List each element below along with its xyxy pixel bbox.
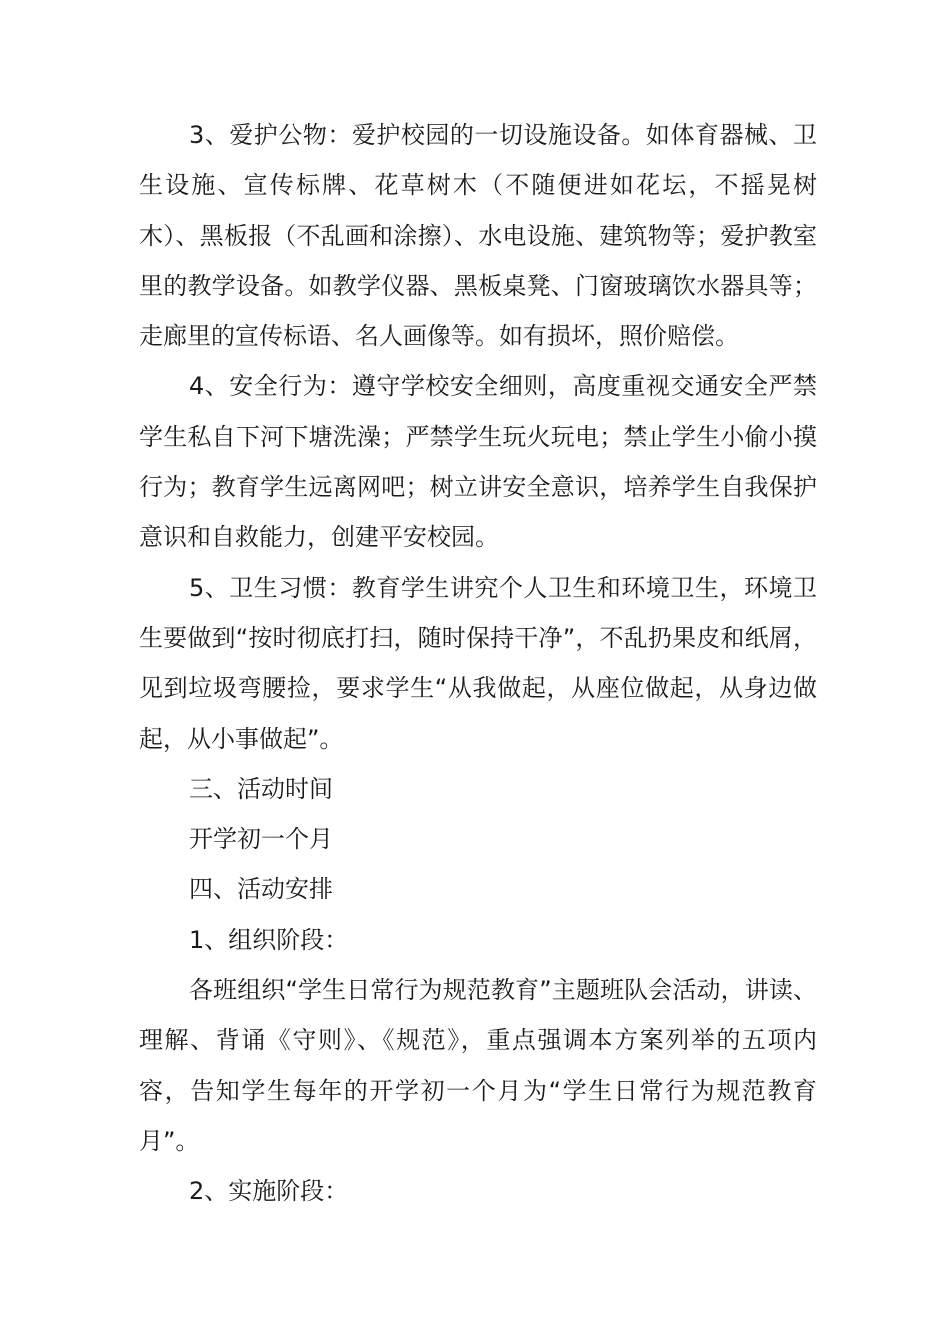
heading-organization-stage: 1、组织阶段：	[189, 925, 349, 954]
paragraph-activity-time-value: 开学初一个月	[189, 825, 333, 854]
paragraph-hygiene-habits: 5、卫生习惯：教育学生讲究个人卫生和环境卫生，环境卫生要做到“按时彻底打扫，随时保持干净”，不乱扔果皮和纸屑，见到垃圾弯腰捡，要求学生“从我做起，从座位做起，从身边做起，从小事做起”。	[139, 573, 817, 753]
heading-implementation-stage: 2、实施阶段：	[189, 1177, 349, 1206]
paragraph-safety-behavior: 4、安全行为：遵守学校安全细则，高度重视交通安全严禁学生私自下河下塘洗澡；严禁学生玩火玩电；禁止学生小偷小摸行为；教育学生远离网吧；树立讲安全意识，培养学生自我保护意识和自救能力，创建平安校园。	[139, 372, 817, 552]
paragraph-protect-property: 3、爱护公物：爱护校园的一切设施设备。如体育器械、卫生设施、宣传标牌、花草树木（不随便进如花坛，不摇晃树木）、黑板报（不乱画和涂擦）、水电设施、建筑物等；爱护教室里的教学设备。如教学仪器、黑板桌凳、门窗玻璃饮水器具等；走廊里的宣传标语、名人画像等。如有损坏，照价赔偿。	[139, 121, 817, 351]
heading-activity-time: 三、活动时间	[189, 774, 333, 803]
paragraph-organization-stage: 各班组织“学生日常行为规范教育”主题班队会活动，讲读、理解、背诵《守则》、《规范》，重点强调本方案列举的五项内容，告知学生每年的开学初一个月为“学生日常行为规范教育月”。	[139, 976, 817, 1155]
heading-activity-arrangement: 四、活动安排	[189, 875, 333, 904]
document-body	[139, 110, 817, 1217]
